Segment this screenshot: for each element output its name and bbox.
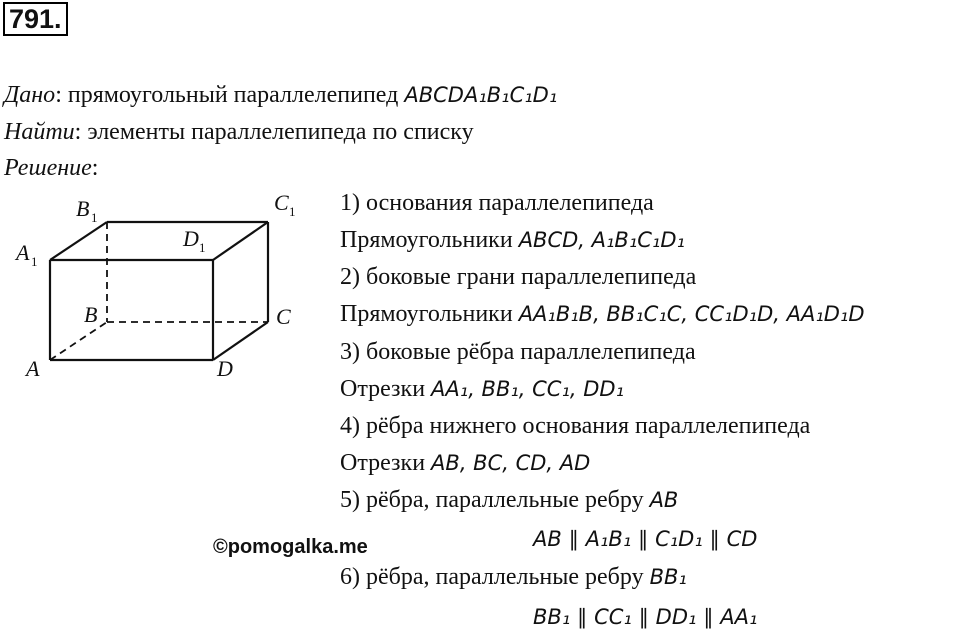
label-b1: B [76,196,90,221]
given-label: Дано [4,82,56,108]
step-2-heading [340,262,696,292]
problem-number: 791. [3,2,68,36]
step-text: Прямоугольники [340,227,519,253]
solution-line [4,153,98,183]
label-c: C [276,304,291,329]
solution-colon: : [91,155,99,181]
label-a: A [26,356,40,381]
step-2-answer [340,299,865,329]
step-6-heading [340,562,687,592]
step-text: 3) боковые рёбра параллелепипеда [340,339,696,365]
step-4-answer [340,448,590,478]
step-1-heading [340,188,654,218]
edge-ab-hidden [50,322,107,360]
step-math: ABCD, A₁B₁C₁D₁ [518,228,685,252]
step-1-answer [340,225,685,255]
edge-a1b1 [50,222,107,260]
label-d1-sub: 1 [199,240,206,255]
label-c1-sub: 1 [289,204,296,219]
label-b: B [84,302,98,327]
find-line [4,117,474,147]
label-a1: A [16,240,30,265]
edge-d1c1 [213,222,268,260]
step-text: 6) рёбра, параллельные ребру [340,564,650,590]
watermark: ©pomogalka.me [213,536,368,558]
step-math: AB [649,488,679,512]
label-b1-sub: 1 [91,210,98,225]
step-6-chain: BB₁ ∥ CC₁ ∥ DD₁ ∥ AA₁ [533,605,758,629]
step-text: 1) основания параллелепипеда [340,190,654,216]
given-math: ABCDA₁B₁C₁D₁ [404,83,558,107]
step-math: BB₁ [649,565,687,589]
step-math: AA₁, BB₁, CC₁, DD₁ [431,377,624,401]
label-d: D [217,356,233,381]
label-d1: D [183,226,199,251]
step-4-heading [340,411,810,441]
solution-label: Решение [4,155,92,181]
step-3-heading [340,337,696,367]
given-text: : прямоугольный параллелепипед [55,82,405,108]
label-a1-sub: 1 [31,254,38,269]
step-text: 5) рёбра, параллельные ребру [340,487,650,513]
step-3-answer [340,374,624,404]
label-c1: C [274,190,289,215]
step-text: Прямоугольники [340,301,519,327]
edge-dc [213,322,268,360]
find-text: : элементы параллелепипеда по списку [74,119,474,145]
step-math: AB, BC, CD, AD [431,451,591,475]
step-math: AA₁B₁B, BB₁C₁C, CC₁D₁D, AA₁D₁D [518,302,865,326]
step-5-chain: AB ∥ A₁B₁ ∥ C₁D₁ ∥ CD [533,527,758,551]
find-label: Найти [4,119,75,145]
parallelepiped-figure [0,180,320,390]
step-5-heading [340,485,678,515]
step-text: Отрезки [340,450,432,476]
step-text: 2) боковые грани параллелепипеда [340,264,697,290]
step-text: 4) рёбра нижнего основания параллелепипеда [340,413,811,439]
step-text: Отрезки [340,376,432,402]
given-line [4,80,557,110]
